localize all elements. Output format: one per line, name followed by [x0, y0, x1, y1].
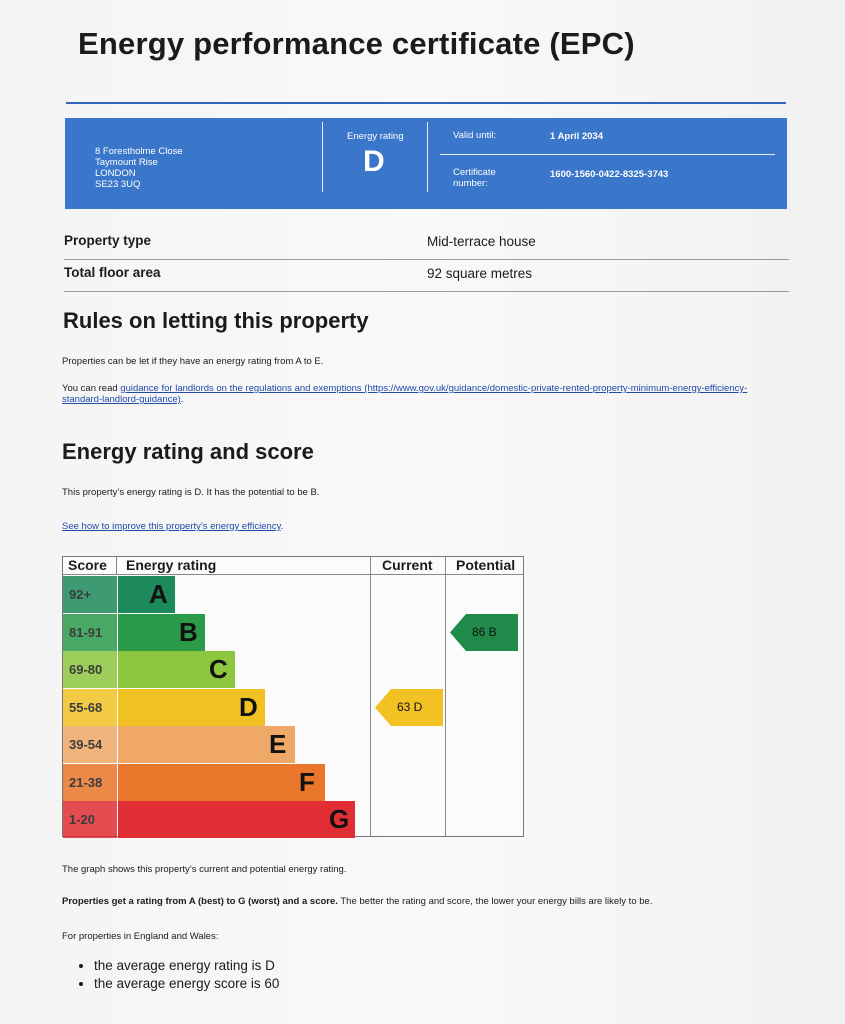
england-wales-label: For properties in England and Wales:: [62, 931, 219, 942]
valid-until-value: 1 April 2034: [550, 131, 603, 142]
band-letter: C: [209, 654, 228, 684]
landlord-guidance-link[interactable]: guidance for landlords on the regulations and exemptions (https://www.gov.uk/guidance/domestic-private-rented-property-minimum-energy-efficiency-standard-landlord-guidance): [62, 383, 748, 405]
rating-explanation-bold: Properties get a rating from A (best) to G (worst) and a score.: [62, 896, 338, 907]
rating-band-e: [63, 726, 370, 763]
band-bar: [118, 764, 325, 801]
rating-explanation: [62, 896, 782, 907]
guidance-prefix: You can read: [62, 383, 121, 394]
column-divider: [116, 557, 117, 575]
graph-note: The graph shows this property’s current and potential energy rating.: [62, 864, 347, 875]
guidance-suffix: .: [180, 394, 184, 405]
band-letter: A: [149, 579, 168, 609]
improve-suffix: .: [280, 521, 284, 532]
energy-rating-graph: [62, 556, 524, 837]
property-type-label: Property type: [64, 233, 152, 248]
current-rating-arrow: [375, 689, 443, 726]
potential-rating-arrow-label: 86 B: [472, 624, 497, 639]
property-type-row: [64, 229, 789, 260]
address-line: Taymount Rise: [95, 157, 158, 168]
potential-header: Potential: [456, 557, 516, 573]
rating-explanation-rest: The better the rating and score, the lower your energy bills are likely to be.: [337, 896, 653, 907]
floor-area-label: Total floor area: [64, 265, 161, 280]
header-divider: [63, 574, 523, 575]
banner-divider: [427, 122, 428, 192]
address-line: SE23 3UQ: [95, 179, 141, 190]
list-item: • the average energy rating is D: [94, 957, 279, 975]
rules-guidance-paragraph: [62, 383, 777, 405]
band-letter: D: [239, 691, 258, 722]
energy-rating-heading: Energy rating and score: [62, 439, 314, 464]
floor-area-value: 92 square metres: [427, 266, 533, 281]
improve-paragraph: [62, 521, 283, 532]
rating-band-b: [63, 614, 370, 651]
rating-paragraph: This property’s energy rating is D. It has the potential to be B.: [62, 487, 320, 498]
band-bar: [118, 801, 355, 838]
potential-rating-arrow: [450, 614, 518, 651]
energy-rating-header: Energy rating: [126, 557, 217, 573]
current-header: Current: [382, 557, 433, 573]
energy-rating-value: D: [363, 145, 385, 178]
floor-area-row: [64, 261, 789, 292]
band-score-label: 81-91: [63, 614, 117, 651]
rating-band-a: [63, 576, 370, 613]
banner-divider: [322, 122, 323, 192]
property-type-value: Mid-terrace house: [427, 234, 536, 249]
band-score-label: 1-20: [63, 801, 117, 838]
current-rating-arrow-label: 63 D: [397, 699, 423, 714]
column-divider: [445, 557, 446, 836]
band-score-label: 39-54: [63, 726, 117, 763]
certificate-number-value: 1600-1560-0422-8325-3743: [550, 169, 669, 180]
band-score-label: 69-80: [63, 651, 117, 688]
title-divider: [66, 102, 786, 104]
column-divider: [370, 557, 371, 836]
band-letter: F: [299, 766, 315, 797]
band-score-label: 55-68: [63, 689, 117, 726]
property-address: [95, 146, 183, 190]
band-letter: E: [269, 729, 287, 759]
energy-rating-label: Energy rating: [347, 131, 404, 142]
certificate-number-label: Certificate number:: [453, 167, 496, 189]
band-letter: B: [179, 616, 198, 647]
list-item: • the average energy score is 60: [94, 975, 279, 993]
band-score-label: 21-38: [63, 764, 117, 801]
rating-band-c: [63, 651, 370, 688]
certificate-banner: [65, 118, 787, 209]
average-list: [62, 957, 279, 993]
valid-until-label: Valid until:: [453, 130, 497, 141]
address-line: 8 Forestholme Close: [95, 146, 183, 157]
page-title: Energy performance certificate (EPC): [78, 26, 635, 61]
score-header: Score: [68, 557, 107, 573]
rating-band-d: [63, 689, 370, 726]
rules-paragraph: Properties can be let if they have an energy rating from A to E.: [62, 356, 324, 367]
banner-divider: [440, 154, 775, 155]
band-score-label: 92+: [63, 576, 117, 613]
improve-efficiency-link[interactable]: See how to improve this property’s energy efficiency: [62, 521, 281, 532]
address-line: LONDON: [95, 168, 136, 179]
rating-band-g: [63, 801, 370, 838]
band-letter: G: [329, 804, 350, 834]
rules-heading: Rules on letting this property: [63, 308, 369, 333]
rating-band-f: [63, 764, 370, 801]
